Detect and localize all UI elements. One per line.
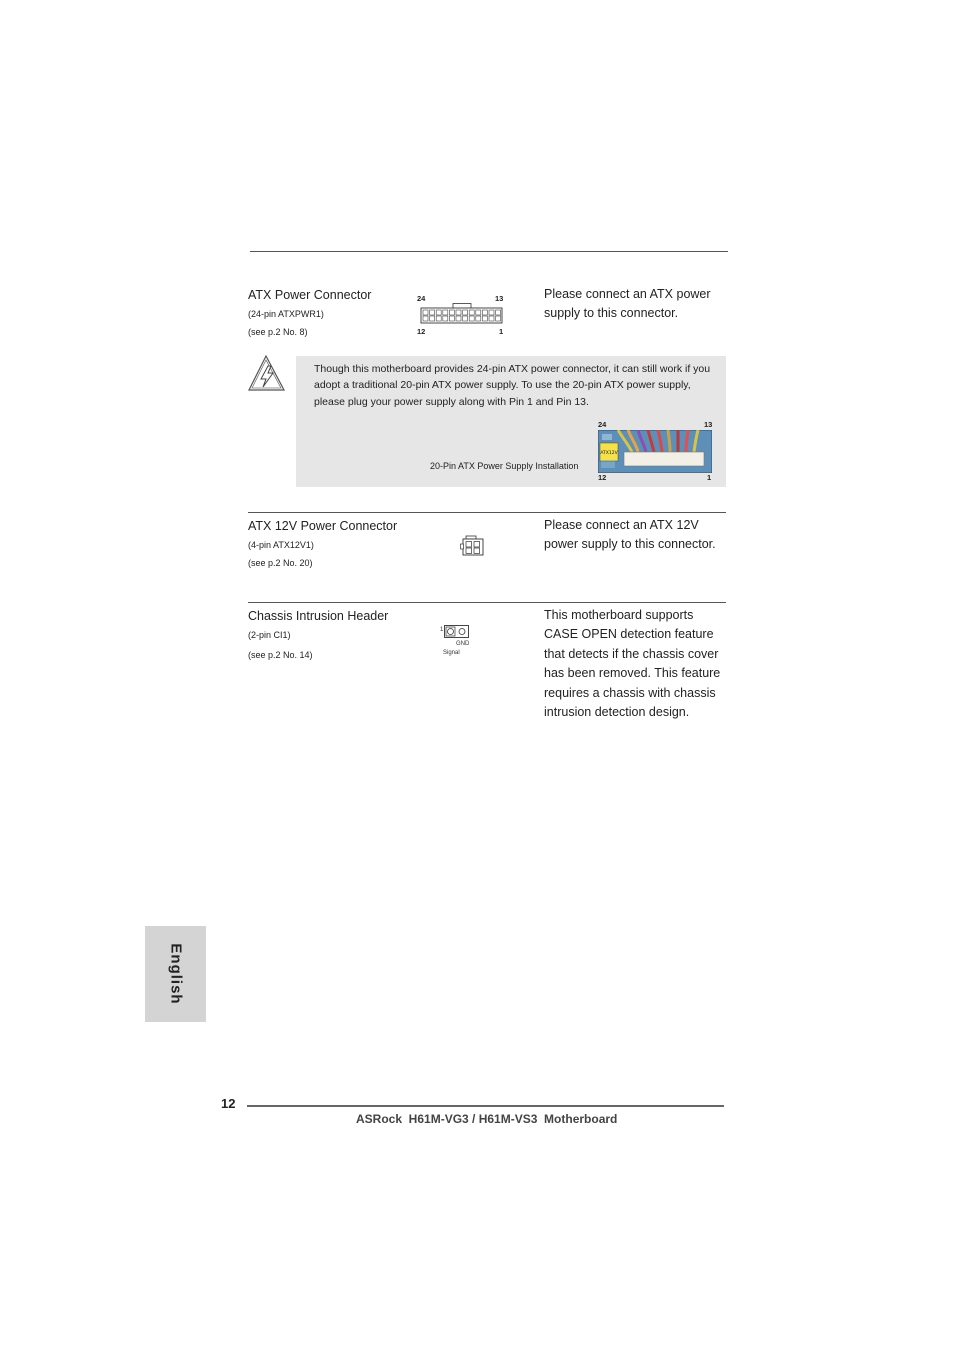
ci1-pin-label-gnd: GND xyxy=(456,641,470,647)
photo-pin-label-12: 12 xyxy=(598,473,607,482)
chassis-intrusion-description: This motherboard supports CASE OPEN detection feature that detects if the chassis cover has been removed. This feature requires a chassis with chassis intrusion detection design. xyxy=(544,608,721,720)
language-tab-label: English xyxy=(167,943,184,1005)
footer-divider xyxy=(247,1105,724,1107)
photo-pin-label-1: 1 xyxy=(707,473,712,482)
atx-24pin-connector-diagram xyxy=(420,303,504,325)
atx-power-description: Please connect an ATX power supply to this connector. xyxy=(544,287,711,321)
language-side-tab xyxy=(145,926,206,1022)
ci1-pin-label-signal: Signal xyxy=(443,650,460,656)
atx12v-description: Please connect an ATX 12V power supply to this connector. xyxy=(544,518,716,552)
footer-product-name: ASRock H61M-VG3 / H61M-VS3 Motherboard xyxy=(356,1112,618,1126)
chassis-intrusion-title: Chassis Intrusion Header xyxy=(248,609,389,623)
atx12v-page-ref: (see p.2 No. 20) xyxy=(248,558,313,568)
section-divider-12v xyxy=(248,512,726,513)
photo-sticker-text: ATX12V xyxy=(600,451,618,456)
atx-power-page-ref: (see p.2 No. 8) xyxy=(248,327,308,337)
page-number: 12 xyxy=(221,1096,236,1111)
note-photo-caption: 20-Pin ATX Power Supply Installation xyxy=(430,461,579,471)
atx-power-title: ATX Power Connector xyxy=(248,288,372,302)
caution-lightning-icon xyxy=(247,354,287,392)
note-text: Though this motherboard provides 24-pin ATX power connector, it can still work if you adopt a traditional 20-pin ATX power supply. To use the 20-pin ATX power supply, please plug your power supply along with Pin 1 and Pin 13. xyxy=(314,363,711,408)
ci1-pin-label-1: 1 xyxy=(440,627,444,633)
ci1-2pin-header-diagram xyxy=(444,625,470,639)
atx-pin-label-12: 12 xyxy=(417,327,426,336)
top-divider xyxy=(250,251,728,252)
atx-pin-label-13: 13 xyxy=(495,294,504,303)
atx-pin-label-1: 1 xyxy=(499,327,504,336)
atx12v-title: ATX 12V Power Connector xyxy=(248,519,398,533)
chassis-intrusion-page-ref: (see p.2 No. 14) xyxy=(248,650,313,660)
photo-pin-label-13: 13 xyxy=(704,420,713,429)
chassis-intrusion-pin-info: (2-pin CI1) xyxy=(248,630,291,640)
atx12v-4pin-connector-diagram xyxy=(460,535,486,557)
photo-pin-label-24: 24 xyxy=(598,420,607,429)
atx-power-pin-info: (24-pin ATXPWR1) xyxy=(248,309,324,319)
section-divider-chassis xyxy=(248,602,726,603)
psu-installation-photo xyxy=(598,430,712,473)
atx12v-pin-info: (4-pin ATX12V1) xyxy=(248,540,314,550)
atx-pin-label-24: 24 xyxy=(417,294,426,303)
